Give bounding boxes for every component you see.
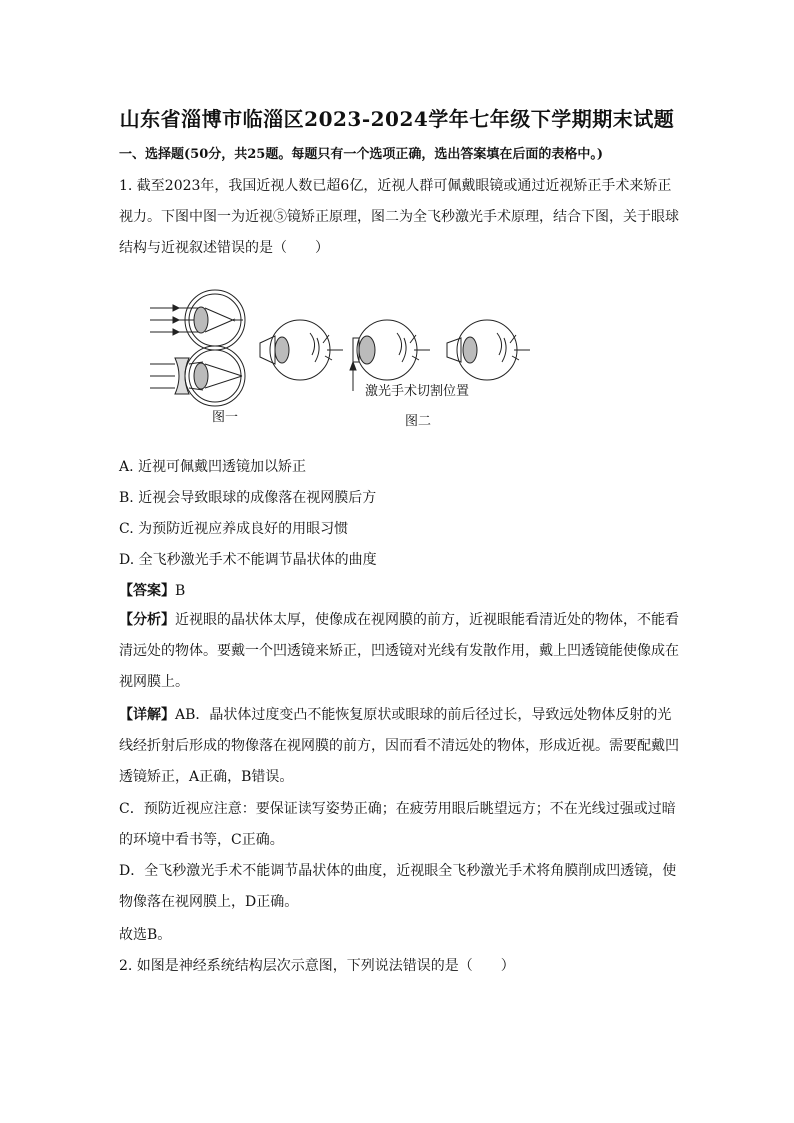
question-2-stem: 2. 如图是神经系统结构层次示意图，下列说法错误的是（ ） [119, 958, 515, 974]
conclusion-text: 故选B。 [119, 927, 172, 943]
question-1-stem: 1. 截至2023年，我国近视人数已超6亿，近视人群可佩戴眼镜或通过近视矫正手术来矫正视力。下图中图一为近视⑤镜矫正原理，图二为全飞秒激光手术原理，结合下图，关于眼球结构与近视叙述错误的是（ ） [119, 178, 679, 256]
section-heading: 一、选择题(50分，共25题。每题只有一个选项正确，选出答案填在后面的表格中。) [119, 147, 603, 162]
page-title: 山东省淄博市临淄区2023-2024学年七年级下学期期末试题 [119, 107, 675, 131]
figure-2-label: 图二 [405, 414, 432, 429]
detail-tag: 【详解】 [119, 707, 175, 723]
laser-position-label: 激光手术切割位置 [365, 384, 470, 399]
option-b: B. 近视会导致眼球的成像落在视网膜后方 [119, 490, 377, 506]
analysis-block [119, 605, 679, 698]
detail-d-text: D．全飞秒激光手术不能调节晶状体的曲度，近视眼全飞秒激光手术将角膜削成凹透镜，使物像落在视网膜上，D正确。 [119, 863, 677, 910]
analysis-text: 近视眼的晶状体太厚，使像成在视网膜的前方，近视眼能看清近处的物体，不能看清远处的物体。要戴一个凹透镜来矫正，凹透镜对光线有发散作用，戴上凹透镜能使像成在视网膜上。 [119, 612, 679, 690]
answer-line [119, 580, 185, 600]
detail-c-text: C．预防近视应注意：要保证读写姿势正确；在疲劳用眼后眺望远方；不在光线过强或过暗的环境中看书等，C正确。 [119, 801, 676, 848]
myopia-eye-drawing [150, 290, 245, 350]
laser-eye-drawing-3 [447, 320, 530, 380]
detail-ab-text: AB．晶状体过度变凸不能恢复原状或眼球的前后径过长，导致远处物体反射的光线经折射后形成的物像落在视网膜的前方，因而看不清远处的物体，形成近视。需要配戴凹透镜矫正，A正确，B错误。 [119, 707, 679, 785]
laser-eye-drawing-1 [260, 320, 343, 380]
answer-tag: 【答案】 [119, 583, 175, 599]
corrected-eye-drawing [150, 346, 245, 406]
analysis-tag: 【分析】 [119, 612, 175, 628]
question-1-figure [145, 288, 540, 438]
option-c: C. 为预防近视应养成良好的用眼习惯 [119, 521, 349, 537]
figure-1-label: 图一 [212, 410, 239, 425]
eye-diagram [145, 288, 540, 438]
option-d: D. 全飞秒激光手术不能调节晶状体的曲度 [119, 552, 377, 568]
detail-ab-block [119, 700, 679, 793]
option-a: A. 近视可佩戴凹透镜加以矫正 [119, 459, 307, 475]
answer-value: B [175, 583, 186, 599]
